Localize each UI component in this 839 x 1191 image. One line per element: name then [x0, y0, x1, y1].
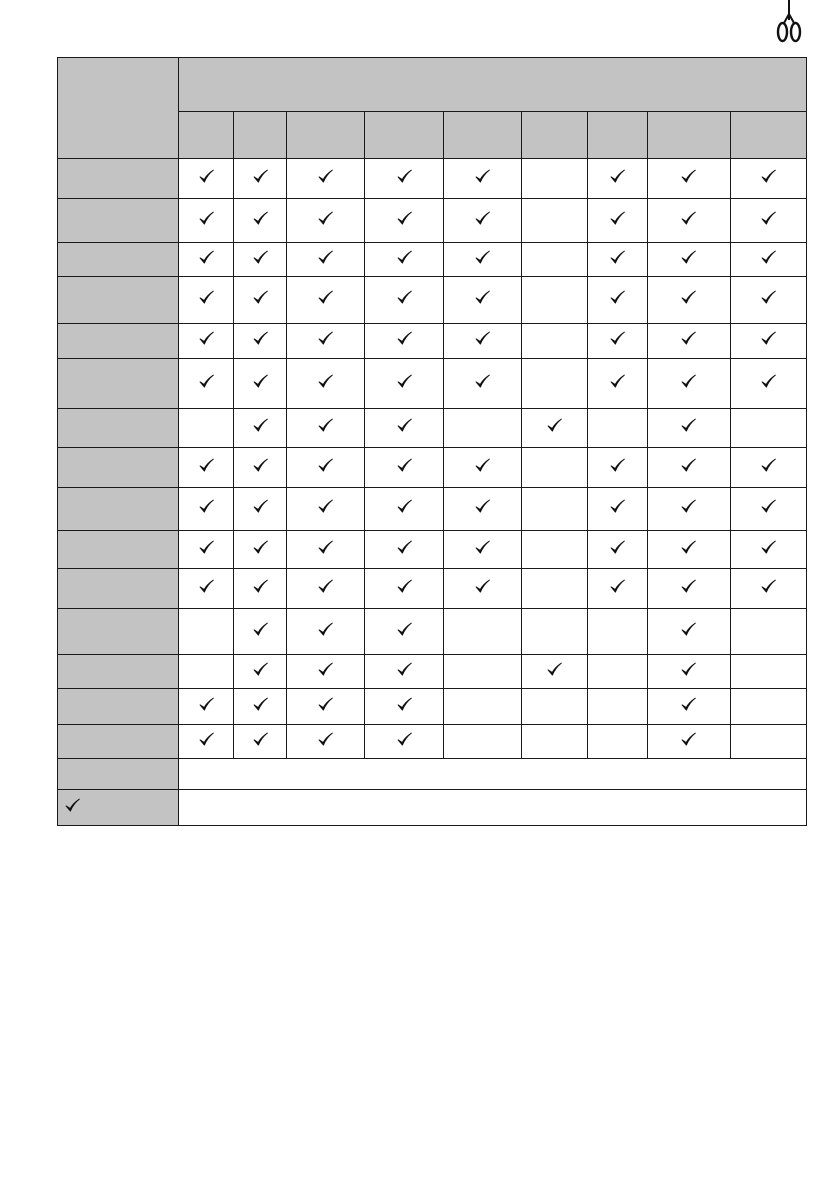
- table-row: [58, 609, 807, 655]
- check-icon: [252, 731, 269, 748]
- checked-cell: [444, 531, 521, 569]
- column-header-6: [521, 112, 587, 159]
- checked-cell: [444, 488, 521, 531]
- checked-cell: [287, 689, 365, 725]
- check-icon: [609, 249, 626, 266]
- compatibility-table: [57, 57, 807, 826]
- checked-cell: [647, 448, 730, 488]
- checked-cell: [587, 531, 647, 569]
- checked-cell: [365, 488, 444, 531]
- check-icon: [680, 457, 697, 474]
- check-icon: [317, 457, 334, 474]
- check-icon: [252, 578, 269, 595]
- checked-cell: [647, 609, 730, 655]
- check-icon: [760, 578, 777, 595]
- check-icon: [760, 289, 777, 306]
- table-row: [58, 448, 807, 488]
- check-icon: [252, 289, 269, 306]
- checked-cell: [647, 324, 730, 359]
- column-header-3: [287, 112, 365, 159]
- row-label-cell: [58, 531, 179, 569]
- check-icon: [680, 330, 697, 347]
- checked-cell: [287, 359, 365, 409]
- check-icon: [760, 498, 777, 515]
- checked-cell: [365, 689, 444, 725]
- empty-cell: [587, 689, 647, 725]
- check-icon: [680, 249, 697, 266]
- legend-symbol-cell: [58, 759, 179, 790]
- checked-cell: [365, 199, 444, 243]
- table-row: [58, 159, 807, 199]
- check-icon: [396, 330, 413, 347]
- checked-cell: [587, 448, 647, 488]
- row-label-cell: [58, 199, 179, 243]
- check-icon: [680, 417, 697, 434]
- check-icon: [396, 289, 413, 306]
- check-icon: [317, 578, 334, 595]
- checked-cell: [287, 324, 365, 359]
- empty-cell: [179, 609, 234, 655]
- checked-cell: [444, 569, 521, 609]
- check-icon: [474, 457, 491, 474]
- checked-cell: [287, 655, 365, 689]
- checked-cell: [587, 277, 647, 324]
- empty-cell: [730, 689, 806, 725]
- checked-cell: [444, 359, 521, 409]
- checked-cell: [179, 725, 234, 759]
- legend-row: [58, 790, 807, 826]
- check-icon: [760, 330, 777, 347]
- checked-cell: [730, 277, 806, 324]
- check-icon: [252, 661, 269, 678]
- empty-cell: [521, 488, 587, 531]
- empty-cell: [587, 409, 647, 448]
- empty-cell: [521, 448, 587, 488]
- checked-cell: [179, 159, 234, 199]
- empty-cell: [444, 655, 521, 689]
- checked-cell: [365, 324, 444, 359]
- row-label-cell: [58, 488, 179, 531]
- group-header-cell: [179, 58, 807, 112]
- check-icon: [198, 373, 215, 390]
- row-label-cell: [58, 448, 179, 488]
- check-icon: [198, 249, 215, 266]
- empty-cell: [730, 609, 806, 655]
- empty-cell: [521, 159, 587, 199]
- checked-cell: [444, 199, 521, 243]
- check-icon: [198, 330, 215, 347]
- check-icon: [760, 249, 777, 266]
- corner-header-cell: [58, 58, 179, 159]
- row-label-cell: [58, 359, 179, 409]
- checked-cell: [365, 725, 444, 759]
- check-icon: [396, 498, 413, 515]
- checked-cell: [287, 409, 365, 448]
- empty-cell: [444, 609, 521, 655]
- check-icon: [198, 289, 215, 306]
- checked-cell: [179, 359, 234, 409]
- checked-cell: [647, 725, 730, 759]
- table-row: [58, 655, 807, 689]
- empty-cell: [444, 409, 521, 448]
- check-icon: [760, 457, 777, 474]
- empty-cell: [179, 655, 234, 689]
- check-icon: [760, 168, 777, 185]
- table-row: [58, 199, 807, 243]
- empty-cell: [444, 725, 521, 759]
- check-icon: [198, 578, 215, 595]
- check-icon: [680, 661, 697, 678]
- check-icon: [396, 621, 413, 638]
- checked-cell: [287, 725, 365, 759]
- table-row: [58, 488, 807, 531]
- checked-cell: [179, 277, 234, 324]
- checked-cell: [234, 324, 287, 359]
- check-icon: [198, 168, 215, 185]
- check-icon: [474, 210, 491, 227]
- check-icon: [474, 373, 491, 390]
- check-icon: [760, 210, 777, 227]
- check-icon: [680, 373, 697, 390]
- checked-cell: [587, 199, 647, 243]
- checked-cell: [179, 199, 234, 243]
- empty-cell: [521, 359, 587, 409]
- checked-cell: [730, 199, 806, 243]
- check-icon: [317, 621, 334, 638]
- checked-cell: [287, 609, 365, 655]
- table-row: [58, 359, 807, 409]
- empty-cell: [521, 199, 587, 243]
- checked-cell: [234, 243, 287, 277]
- table-row: [58, 277, 807, 324]
- checked-cell: [287, 243, 365, 277]
- row-label-cell: [58, 725, 179, 759]
- check-icon: [317, 249, 334, 266]
- checked-cell: [730, 488, 806, 531]
- check-icon: [396, 373, 413, 390]
- check-icon: [252, 498, 269, 515]
- empty-cell: [179, 409, 234, 448]
- checked-cell: [730, 569, 806, 609]
- checked-cell: [234, 609, 287, 655]
- checked-cell: [730, 359, 806, 409]
- check-icon: [317, 696, 334, 713]
- checked-cell: [587, 569, 647, 609]
- empty-cell: [521, 277, 587, 324]
- checked-cell: [444, 243, 521, 277]
- checked-cell: [287, 159, 365, 199]
- checked-cell: [179, 531, 234, 569]
- table-row: [58, 324, 807, 359]
- empty-cell: [730, 655, 806, 689]
- empty-cell: [587, 609, 647, 655]
- check-icon: [317, 330, 334, 347]
- check-icon: [198, 539, 215, 556]
- checked-cell: [234, 359, 287, 409]
- check-icon: [609, 457, 626, 474]
- checked-cell: [234, 531, 287, 569]
- empty-cell: [444, 689, 521, 725]
- check-icon: [252, 373, 269, 390]
- check-icon: [680, 621, 697, 638]
- checked-cell: [521, 409, 587, 448]
- empty-cell: [521, 569, 587, 609]
- column-header-4: [365, 112, 444, 159]
- row-label-cell: [58, 159, 179, 199]
- check-icon: [760, 539, 777, 556]
- checked-cell: [287, 199, 365, 243]
- row-label-cell: [58, 324, 179, 359]
- checked-cell: [365, 359, 444, 409]
- check-icon: [198, 696, 215, 713]
- check-icon: [252, 210, 269, 227]
- checked-cell: [179, 243, 234, 277]
- empty-cell: [730, 725, 806, 759]
- checked-cell: [287, 448, 365, 488]
- checked-cell: [647, 359, 730, 409]
- check-icon: [609, 539, 626, 556]
- check-icon: [317, 498, 334, 515]
- check-icon: [474, 330, 491, 347]
- checked-cell: [179, 324, 234, 359]
- empty-cell: [587, 725, 647, 759]
- row-label-cell: [58, 655, 179, 689]
- check-icon: [317, 289, 334, 306]
- checked-cell: [587, 159, 647, 199]
- checked-cell: [647, 531, 730, 569]
- empty-cell: [521, 689, 587, 725]
- check-icon: [252, 621, 269, 638]
- check-icon: [396, 168, 413, 185]
- row-label-cell: [58, 569, 179, 609]
- checked-cell: [730, 243, 806, 277]
- checked-cell: [234, 448, 287, 488]
- checked-cell: [647, 488, 730, 531]
- check-icon: [760, 373, 777, 390]
- check-icon: [396, 210, 413, 227]
- check-icon: [198, 210, 215, 227]
- check-icon: [474, 498, 491, 515]
- checked-cell: [730, 448, 806, 488]
- checked-cell: [234, 159, 287, 199]
- checked-cell: [365, 655, 444, 689]
- check-icon: [252, 330, 269, 347]
- check-icon: [680, 578, 697, 595]
- check-icon: [252, 249, 269, 266]
- check-icon: [609, 373, 626, 390]
- check-icon: [396, 661, 413, 678]
- check-icon: [680, 539, 697, 556]
- checked-cell: [234, 689, 287, 725]
- column-header-7: [587, 112, 647, 159]
- check-icon: [474, 249, 491, 266]
- check-icon: [396, 539, 413, 556]
- checked-cell: [587, 488, 647, 531]
- table-row: [58, 243, 807, 277]
- checked-cell: [647, 409, 730, 448]
- check-icon: [64, 797, 81, 814]
- checked-cell: [234, 409, 287, 448]
- checked-cell: [521, 655, 587, 689]
- checked-cell: [234, 725, 287, 759]
- check-icon: [474, 168, 491, 185]
- check-icon: [609, 289, 626, 306]
- check-icon: [609, 330, 626, 347]
- check-icon: [474, 289, 491, 306]
- check-icon: [198, 498, 215, 515]
- column-header-8: [647, 112, 730, 159]
- checked-cell: [179, 689, 234, 725]
- check-icon: [198, 457, 215, 474]
- checked-cell: [730, 159, 806, 199]
- row-label-cell: [58, 277, 179, 324]
- checked-cell: [444, 277, 521, 324]
- check-icon: [198, 731, 215, 748]
- checked-cell: [179, 448, 234, 488]
- checked-cell: [444, 324, 521, 359]
- scissors-icon: [776, 0, 802, 46]
- check-icon: [396, 417, 413, 434]
- checked-cell: [287, 569, 365, 609]
- empty-cell: [587, 655, 647, 689]
- table-row: [58, 569, 807, 609]
- check-icon: [317, 417, 334, 434]
- check-icon: [252, 696, 269, 713]
- checked-cell: [587, 324, 647, 359]
- table-row: [58, 725, 807, 759]
- row-label-cell: [58, 409, 179, 448]
- checked-cell: [730, 324, 806, 359]
- checked-cell: [647, 243, 730, 277]
- legend-text-cell: [179, 759, 807, 790]
- checked-cell: [365, 609, 444, 655]
- legend-symbol-cell: [58, 790, 179, 826]
- checked-cell: [365, 243, 444, 277]
- checked-cell: [587, 243, 647, 277]
- empty-cell: [521, 609, 587, 655]
- checked-cell: [647, 689, 730, 725]
- check-icon: [252, 168, 269, 185]
- check-icon: [252, 539, 269, 556]
- checked-cell: [179, 488, 234, 531]
- check-icon: [680, 498, 697, 515]
- checked-cell: [444, 448, 521, 488]
- check-icon: [396, 696, 413, 713]
- table-row: [58, 409, 807, 448]
- check-icon: [609, 210, 626, 227]
- empty-cell: [730, 409, 806, 448]
- checked-cell: [365, 409, 444, 448]
- check-icon: [396, 731, 413, 748]
- check-icon: [680, 731, 697, 748]
- checked-cell: [287, 531, 365, 569]
- check-icon: [396, 578, 413, 595]
- checked-cell: [234, 569, 287, 609]
- empty-cell: [521, 324, 587, 359]
- row-label-cell: [58, 689, 179, 725]
- check-icon: [317, 373, 334, 390]
- check-icon: [396, 457, 413, 474]
- check-icon: [546, 661, 563, 678]
- checked-cell: [647, 569, 730, 609]
- check-icon: [609, 578, 626, 595]
- column-header-9: [730, 112, 806, 159]
- check-icon: [317, 210, 334, 227]
- table-row: [58, 531, 807, 569]
- checked-cell: [647, 655, 730, 689]
- checked-cell: [444, 159, 521, 199]
- check-icon: [252, 417, 269, 434]
- check-icon: [680, 168, 697, 185]
- row-label-cell: [58, 609, 179, 655]
- checked-cell: [647, 277, 730, 324]
- checked-cell: [287, 277, 365, 324]
- column-header-2: [234, 112, 287, 159]
- check-icon: [317, 168, 334, 185]
- checked-cell: [587, 359, 647, 409]
- checked-cell: [234, 655, 287, 689]
- check-icon: [609, 168, 626, 185]
- checked-cell: [730, 531, 806, 569]
- checked-cell: [234, 199, 287, 243]
- check-icon: [317, 661, 334, 678]
- checked-cell: [179, 569, 234, 609]
- column-header-5: [444, 112, 521, 159]
- checked-cell: [365, 277, 444, 324]
- check-icon: [317, 539, 334, 556]
- empty-cell: [521, 243, 587, 277]
- checked-cell: [234, 488, 287, 531]
- checked-cell: [647, 199, 730, 243]
- checked-cell: [365, 448, 444, 488]
- check-icon: [396, 249, 413, 266]
- legend-row: [58, 759, 807, 790]
- check-icon: [252, 457, 269, 474]
- check-icon: [680, 289, 697, 306]
- check-icon: [680, 210, 697, 227]
- checked-cell: [234, 277, 287, 324]
- column-header-1: [179, 112, 234, 159]
- table-row: [58, 689, 807, 725]
- check-icon: [609, 498, 626, 515]
- legend-text-cell: [179, 790, 807, 826]
- check-icon: [474, 578, 491, 595]
- row-label-cell: [58, 243, 179, 277]
- empty-cell: [521, 531, 587, 569]
- check-icon: [317, 731, 334, 748]
- check-icon: [474, 539, 491, 556]
- empty-cell: [521, 725, 587, 759]
- checked-cell: [365, 569, 444, 609]
- checked-cell: [365, 531, 444, 569]
- checked-cell: [365, 159, 444, 199]
- check-icon: [680, 696, 697, 713]
- checked-cell: [647, 159, 730, 199]
- check-icon: [546, 417, 563, 434]
- checked-cell: [287, 488, 365, 531]
